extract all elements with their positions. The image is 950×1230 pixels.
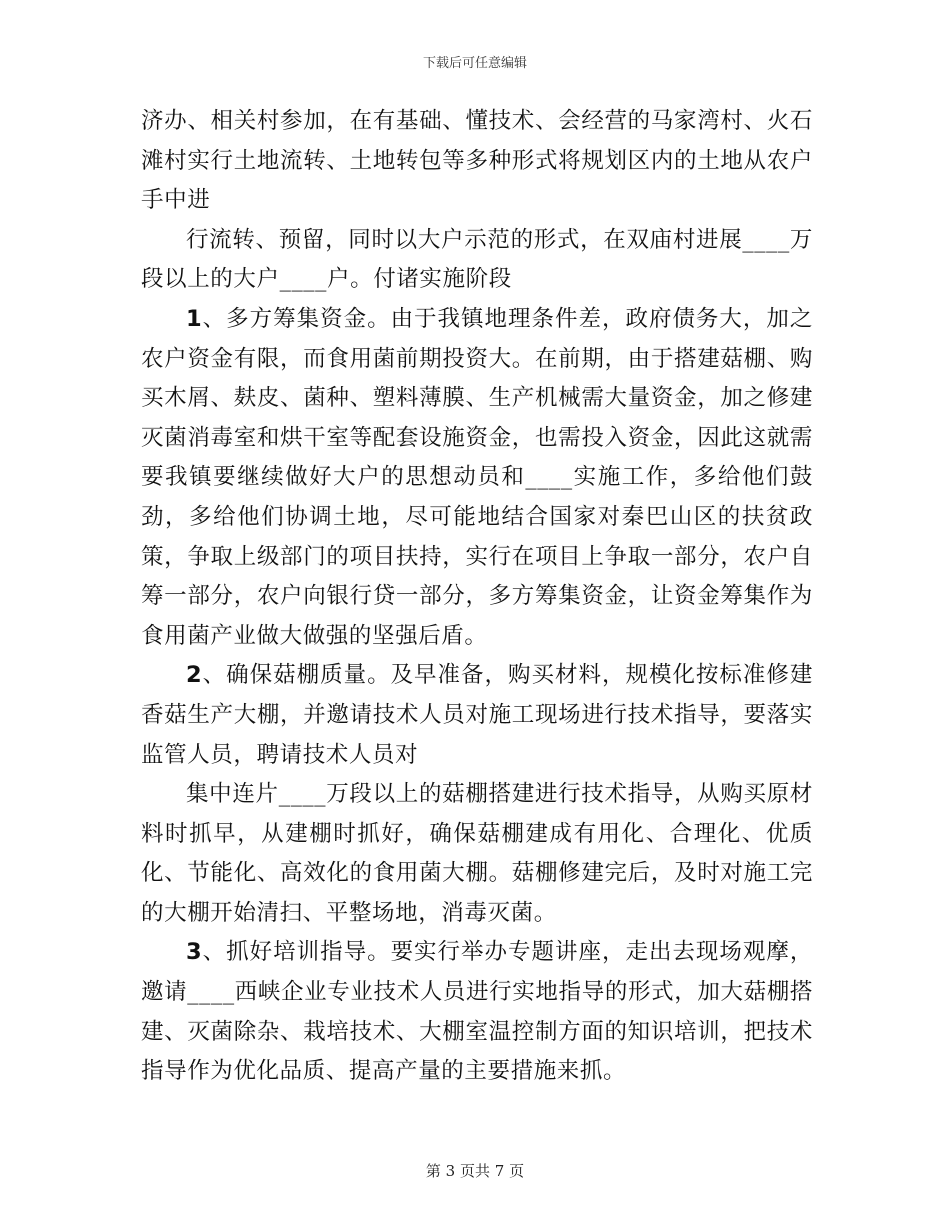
paragraph-5: 集中连片____万段以上的菇棚搭建进行技术指导，从购买原材料时抓早，从建棚时抓好，确保菇棚建成有用化、合理化、优质化、节能化、高效化的食用菌大棚。菇棚修建完后，及时对施工完的大棚开始清扫、平整场地，消毒灭菌。 bbox=[141, 781, 813, 926]
paragraph-4 bbox=[141, 656, 813, 775]
paragraph-6 bbox=[141, 933, 813, 1091]
item-number-3: 3 bbox=[186, 939, 203, 966]
paragraph-1: 济办、相关村参加，在有基础、懂技术、会经营的马家湾村、火石滩村实行土地流转、土地转包等多种形式将规划区内的土地从农户手中进 bbox=[141, 108, 813, 214]
item-number-2: 2 bbox=[186, 662, 203, 689]
paragraph-3 bbox=[141, 300, 813, 656]
item-number-1: 1 bbox=[186, 305, 203, 332]
paragraph-3-text: 、多方筹集资金。由于我镇地理条件差，政府债务大，加之农户资金有限，而食用菌前期投资大。在前期，由于搭建菇棚、购买木屑、麸皮、菌种、塑料薄膜、生产机械需大量资金，加之修建灭菌消毒室和烘干室等配套设施资金，也需投入资金，因此这就需要我镇要继续做好大户的思想动员和____实施工作，多给他们鼓劲，多给他们协调土地，尽可能地结合国家对秦巴山区的扶贫政策，争取上级部门的项目扶持，实行在项目上争取一部分，农户自筹一部分，农户向银行贷一部分，多方筹集资金，让资金筹集作为食用菌产业做大做强的坚强后盾。 bbox=[141, 305, 813, 649]
paragraph-4-text: 、确保菇棚质量。及早准备，购买材料，规模化按标准修建香菇生产大棚，并邀请技术人员对施工现场进行技术指导，要落实监管人员，聘请技术人员对 bbox=[141, 662, 813, 768]
page-footer: 第 3 页共 7 页 bbox=[425, 1162, 525, 1180]
page-header: 下载后可任意编辑 bbox=[422, 56, 527, 71]
document-body bbox=[141, 102, 813, 1092]
paragraph-2: 行流转、预留，同时以大户示范的形式，在双庙村进展____万段以上的大户____户。付诸实施阶段 bbox=[141, 226, 813, 293]
paragraph-6-text: 、抓好培训指导。要实行举办专题讲座，走出去现场观摩，邀请____西峡企业专业技术人员进行实地指导的形式，加大菇棚搭建、灭菌除杂、栽培技术、大棚室温控制方面的知识培训，把技术指导作为优化品质、提高产量的主要措施来抓。 bbox=[141, 939, 813, 1085]
